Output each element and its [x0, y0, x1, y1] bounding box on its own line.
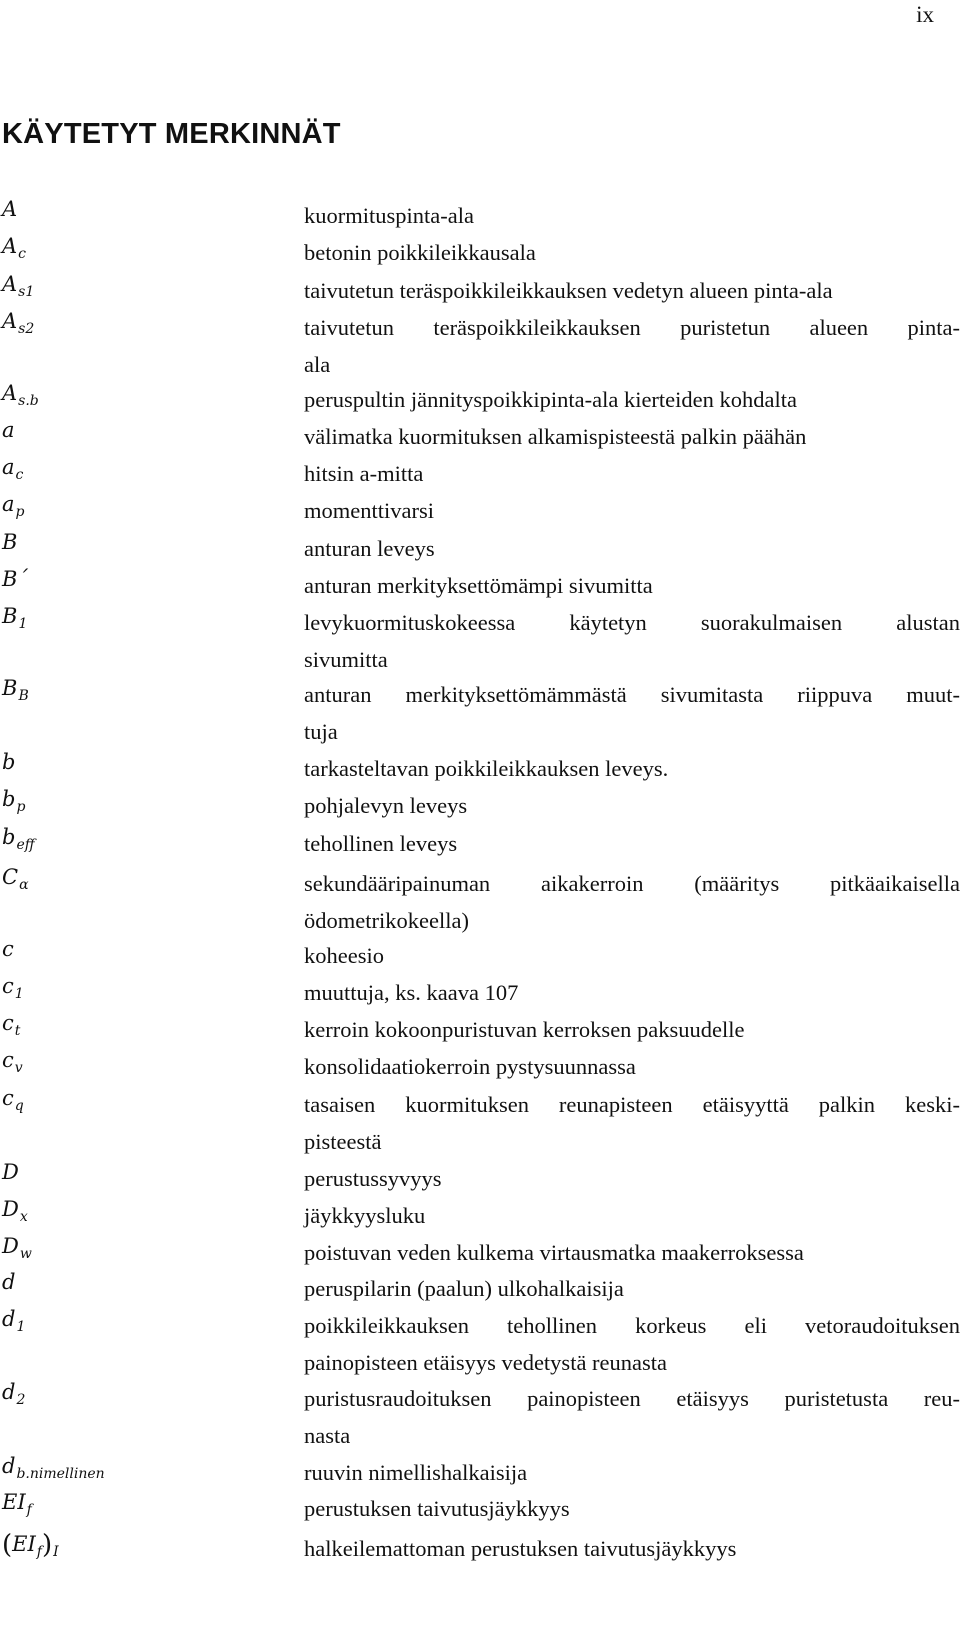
definition-line: peruspilarin (paalun) ulkohalkaisija [304, 1276, 624, 1301]
symbol-base: b [2, 825, 16, 849]
symbol [2, 825, 35, 853]
symbol [2, 530, 17, 554]
symbol-entry [0, 1454, 960, 1492]
definition-line: taivutetun teräspoikkileikkauksen vedetyn alueen pinta-ala [304, 278, 833, 303]
symbol-base: A [2, 197, 18, 221]
symbol-base: A [2, 381, 18, 405]
symbol-definition [304, 974, 960, 1011]
definition-line: puristusraudoituksen painopisteen etäisyys puristetusta reu- [304, 1386, 960, 1411]
symbol-entry [0, 676, 960, 744]
symbol [2, 272, 34, 300]
symbol-definition [304, 604, 960, 678]
symbol-definition [304, 750, 960, 787]
symbol-subscript: x [19, 1209, 28, 1225]
definition-line: betonin poikkileikkausala [304, 240, 536, 265]
symbol-entry [0, 1380, 960, 1448]
symbol-entry [0, 750, 960, 788]
page-number: ix [916, 2, 934, 27]
symbol-definition [304, 309, 960, 383]
symbol [2, 309, 34, 337]
definition-line: ala [304, 352, 331, 377]
definition-line: ruuvin nimellishalkaisija [304, 1460, 528, 1485]
definition-line: anturan leveys [304, 536, 435, 561]
symbol-base: EI [2, 1490, 26, 1514]
symbol-definition [304, 1160, 960, 1197]
symbol-definition [304, 1086, 960, 1160]
symbol-definition [304, 937, 960, 974]
definition-line: poikkileikkauksen tehollinen korkeus eli vetoraudoituksen [304, 1313, 960, 1338]
symbol-entry [0, 787, 960, 825]
symbol-entry [0, 1307, 960, 1375]
symbol-subscript: s2 [18, 321, 35, 337]
symbol-base: d [2, 1454, 16, 1478]
symbol-subscript: q [14, 1098, 24, 1114]
symbol [2, 1307, 25, 1335]
definition-line: kerroin kokoonpuristuvan kerroksen paksuudelle [304, 1017, 745, 1042]
symbol-base: B [2, 604, 18, 628]
symbol-definition [304, 1234, 960, 1271]
symbol-entry [0, 234, 960, 272]
symbol-definition [304, 381, 960, 418]
symbol-base: D [2, 1234, 19, 1258]
symbol-subscript: eff [16, 837, 35, 853]
symbol-definition [304, 272, 960, 309]
symbol-entry [0, 825, 960, 863]
symbol-base: d [2, 1307, 16, 1331]
symbol-base: a [2, 418, 15, 442]
symbol-entry [0, 1086, 960, 1154]
symbol-base: c [2, 1086, 14, 1110]
definition-line: tarkasteltavan poikkileikkauksen leveys. [304, 756, 669, 781]
symbol [2, 1454, 105, 1482]
symbol-base: EI [12, 1532, 36, 1556]
definition-line: peruspultin jännityspoikkipinta-ala kierteiden kohdalta [304, 387, 798, 412]
symbol-subscript: s.b [18, 393, 39, 409]
symbol-base: b [2, 750, 16, 774]
symbol-base: A [2, 272, 18, 296]
symbol-subscript: 1 [16, 1319, 26, 1335]
symbol-base: B [2, 676, 18, 700]
symbol-definition [304, 418, 960, 455]
definition-line: välimatka kuormituksen alkamispisteestä palkin päähän [304, 424, 807, 449]
symbol-base: C [2, 865, 19, 889]
symbol-subscript: c [18, 246, 27, 262]
symbol-base: B [2, 530, 18, 554]
definition-line: taivutetun teräspoikkileikkauksen puristetun alueen pinta- [304, 315, 960, 340]
symbol-definition [304, 530, 960, 567]
symbol-subscript: c [15, 467, 24, 483]
definition-line: poistuvan veden kulkema virtausmatka maakerroksessa [304, 1240, 804, 1265]
symbol-definition [304, 1048, 960, 1085]
symbol-base: c [2, 937, 14, 961]
symbol [2, 418, 15, 442]
section-heading: KÄYTETYT MERKINNÄT [2, 118, 341, 150]
symbol [2, 865, 29, 893]
symbol-definition [304, 787, 960, 824]
symbol-entry [0, 492, 960, 530]
symbol-base: a [2, 455, 15, 479]
symbol-definition [304, 455, 960, 492]
symbol-base: D [2, 1160, 19, 1184]
symbol-entry [0, 1197, 960, 1235]
symbol-entry [0, 530, 960, 568]
symbol-subscript: α [19, 877, 29, 893]
definition-line: anturan merkityksettömämmästä sivumitasta riippuva muut- [304, 682, 960, 707]
symbol-definition [304, 1454, 960, 1491]
symbol [2, 1197, 28, 1225]
symbol-base: B´ [2, 567, 28, 591]
definition-line: anturan merkityksettömämpi sivumitta [304, 573, 653, 598]
symbol-base: c [2, 1048, 14, 1072]
symbol-entry [0, 418, 960, 456]
symbol-entry [0, 1234, 960, 1272]
definition-line: levykuormituskokeessa käytetyn suorakulmaisen alustan [304, 610, 960, 635]
symbol [2, 1234, 32, 1262]
symbol [2, 381, 39, 409]
symbol-definition [304, 1380, 960, 1454]
symbol [2, 492, 25, 520]
symbol-entry [0, 937, 960, 975]
symbol [2, 676, 29, 704]
symbol [2, 234, 26, 262]
symbol-subscript: s1 [18, 284, 35, 300]
definition-line: kuormituspinta-ala [304, 203, 474, 228]
symbol [2, 1011, 20, 1039]
symbol-subscript: t [14, 1023, 21, 1039]
symbol-base: a [2, 492, 15, 516]
symbol-paren: ( [2, 1530, 13, 1560]
symbol-base: A [2, 309, 18, 333]
definition-line: tasaisen kuormituksen reunapisteen etäisyyttä palkin keski- [304, 1092, 960, 1117]
symbol [2, 604, 27, 632]
symbol [2, 1048, 23, 1076]
symbol-definition [304, 1011, 960, 1048]
symbol [2, 787, 25, 815]
symbol-base: d [2, 1380, 16, 1404]
symbol-subscript: w [19, 1246, 32, 1262]
symbol-definition [304, 234, 960, 271]
definition-line: pisteestä [304, 1129, 382, 1154]
symbol-entry [0, 1011, 960, 1049]
symbol-entry [0, 1270, 960, 1308]
symbol [2, 567, 28, 591]
definition-line: tuja [304, 719, 338, 744]
symbol-paren: ) [41, 1530, 53, 1560]
symbol-subscript: I [53, 1544, 59, 1560]
symbol-definition [304, 1270, 960, 1307]
symbol [2, 937, 14, 961]
symbol-definition [304, 1530, 960, 1567]
symbol-subscript: v [14, 1060, 23, 1076]
symbol-definition [304, 1307, 960, 1381]
symbol-entry [0, 567, 960, 605]
symbol-entry [0, 1048, 960, 1086]
symbol-subscript: b.nimellinen [16, 1466, 105, 1482]
definition-line: pohjalevyn leveys [304, 793, 468, 818]
symbol [2, 750, 15, 774]
symbol [2, 455, 23, 483]
symbol [2, 1270, 15, 1294]
symbol-subscript: p [15, 504, 25, 520]
definition-line: tehollinen leveys [304, 831, 458, 856]
symbol-definition [304, 197, 960, 234]
symbol-definition [304, 1490, 960, 1527]
symbol-subscript: f [36, 1544, 42, 1560]
definition-line: perustuksen taivutusjäykkyys [304, 1496, 570, 1521]
definition-line: momenttivarsi [304, 498, 434, 523]
symbol-entry [0, 1160, 960, 1198]
symbol-base: b [2, 787, 16, 811]
symbol-base: c [2, 1011, 14, 1035]
symbol [2, 1380, 25, 1408]
symbol [2, 197, 17, 221]
symbol-subscript: 2 [16, 1392, 26, 1408]
definition-line: hitsin a-mitta [304, 461, 424, 486]
definition-line: nasta [304, 1423, 351, 1448]
symbol [2, 1160, 19, 1184]
definition-line: konsolidaatiokerroin pystysuunnassa [304, 1054, 636, 1079]
symbol-definition [304, 825, 960, 862]
symbol-base: D [2, 1197, 19, 1221]
symbol-entry [0, 272, 960, 310]
symbol-subscript: f [26, 1502, 32, 1518]
definition-line: ödometrikokeella) [304, 908, 469, 933]
symbol-entry [0, 865, 960, 933]
symbol-subscript: 1 [18, 616, 28, 632]
symbol-definition [304, 676, 960, 750]
symbol-entry [0, 381, 960, 419]
symbol-entry [0, 1490, 960, 1528]
definition-line: painopisteen etäisyys vedetystä reunasta [304, 1350, 668, 1375]
symbol-definition [304, 492, 960, 529]
symbol-base: A [2, 234, 18, 258]
symbol-entry [0, 1530, 960, 1568]
symbol-subscript: 1 [14, 986, 24, 1002]
definition-line: muuttuja, ks. kaava 107 [304, 980, 519, 1005]
symbol [2, 1086, 24, 1114]
definition-line: sekundääripainuman aikakerroin (määritys pitkäaikaisella [304, 871, 960, 896]
symbol-definition [304, 567, 960, 604]
symbol-definition [304, 1197, 960, 1234]
symbol-definition [304, 865, 960, 939]
definition-line: perustussyvyys [304, 1166, 442, 1191]
symbol-entry [0, 974, 960, 1012]
definition-line: sivumitta [304, 647, 388, 672]
symbol-entry [0, 197, 960, 235]
symbol-entry [0, 455, 960, 493]
definition-line: jäykkyysluku [304, 1203, 426, 1228]
definition-line: halkeilemattoman perustuksen taivutusjäykkyys [304, 1536, 737, 1561]
symbol-entry [0, 309, 960, 377]
symbol-subscript: p [16, 799, 26, 815]
symbol-entry [0, 604, 960, 672]
symbol-subscript: B [18, 688, 29, 704]
symbol-base: d [2, 1270, 16, 1294]
symbol [2, 1490, 32, 1518]
symbol-base: c [2, 974, 14, 998]
symbol [2, 1530, 59, 1560]
symbol [2, 974, 24, 1002]
definition-line: koheesio [304, 943, 384, 968]
